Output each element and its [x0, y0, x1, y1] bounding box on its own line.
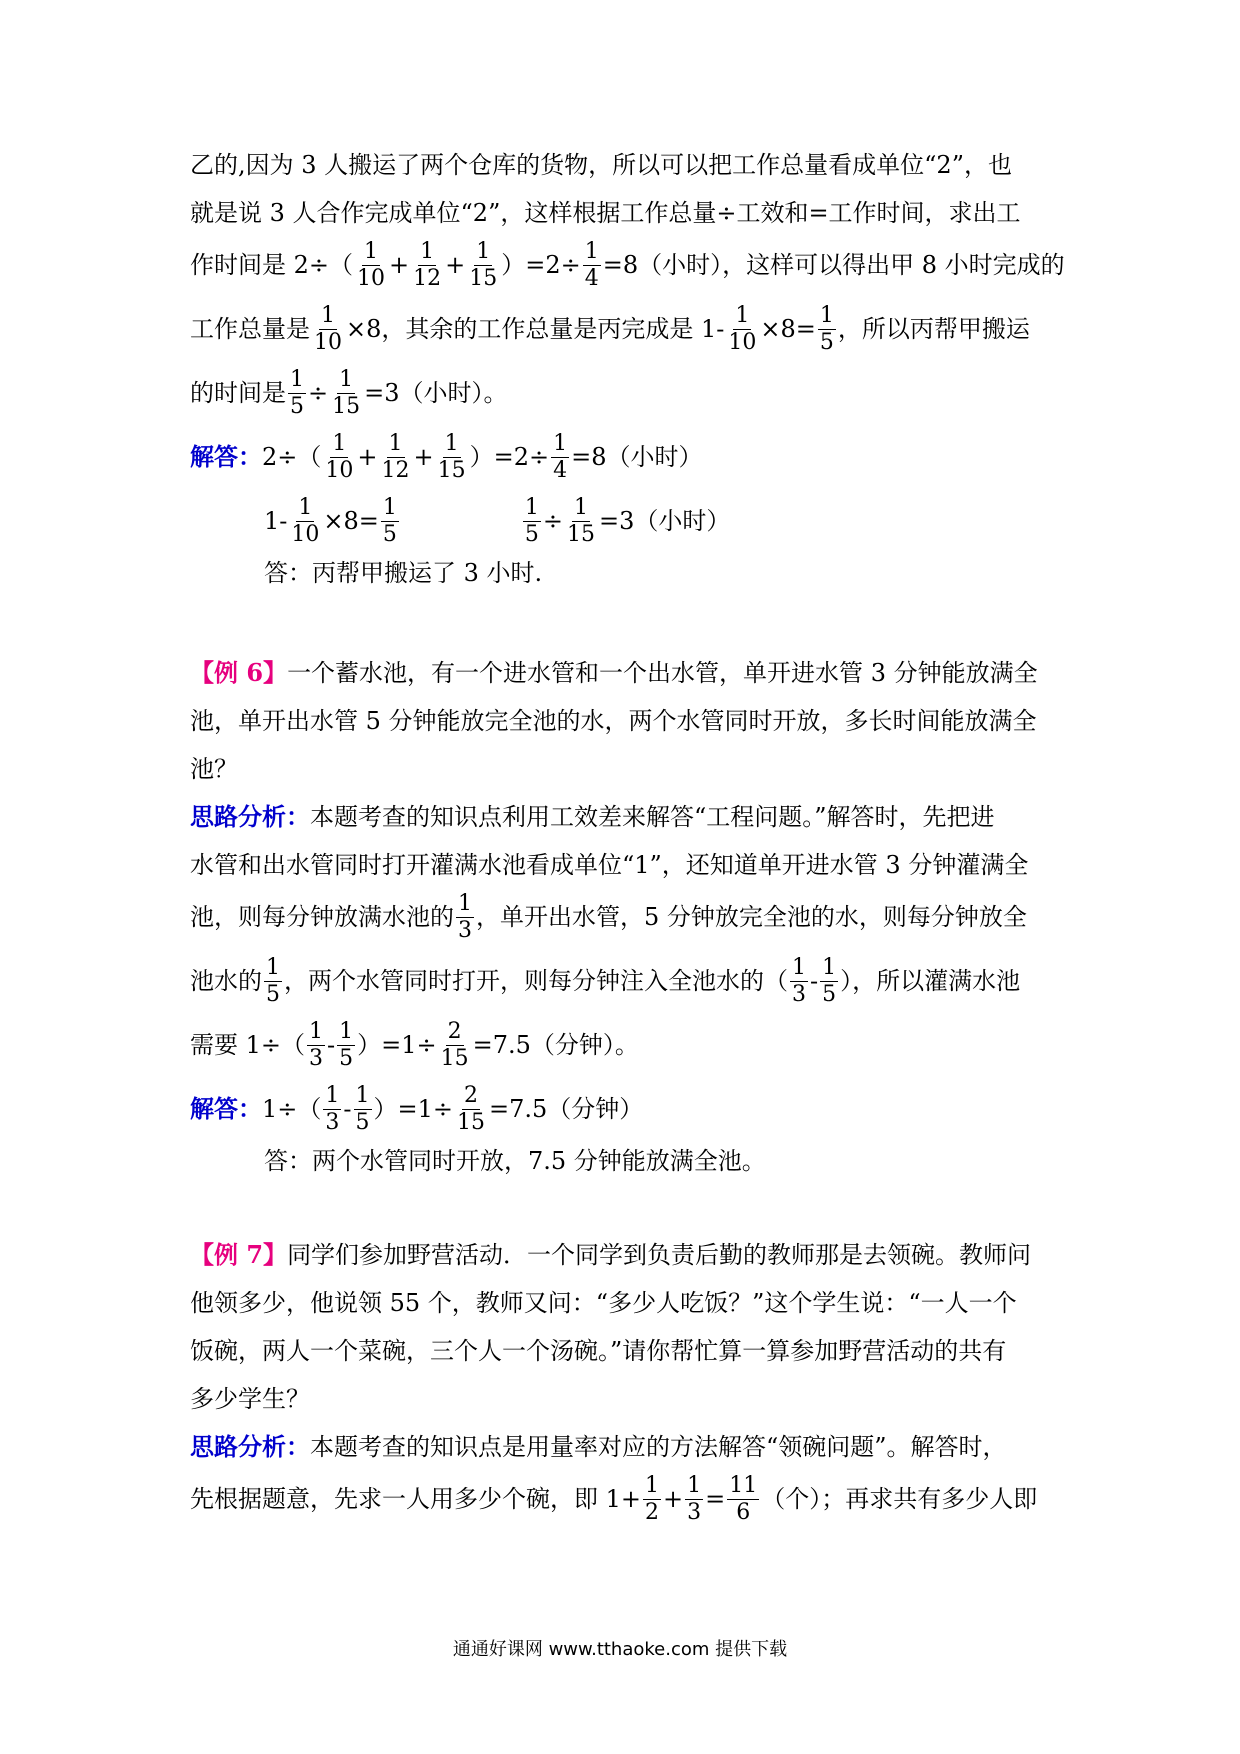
text-line: 先根据题意，先求一人用多少个碗，即 1+ $\frac{1}{2}$ + $\frac{1}{3}$ = $\frac{11}{6}$ （个）；再求共有多少人即 — [190, 1467, 1060, 1531]
text: 答：丙帮甲搬运了 3 小时. — [264, 559, 543, 587]
text: 同学们参加野营活动．一个同学到负责后勤的教师那是去领碗。教师问 — [287, 1241, 1032, 1269]
fraction: $\frac{1}{3}$ — [309, 1018, 324, 1071]
answer-label: 解答： — [190, 1094, 262, 1123]
text: ，单开出水管，5 分钟放完全池的水，则每分钟放全 — [476, 903, 1027, 931]
fraction: $\frac{1}{5}$ — [819, 302, 834, 355]
text-line — [190, 749, 1060, 789]
fraction: $\frac{1}{15}$ — [567, 494, 595, 547]
fraction: $\frac{1}{4}$ — [553, 430, 568, 483]
fraction: $\frac{1}{3}$ — [458, 890, 472, 943]
text: ，所以丙帮甲搬运 — [837, 315, 1030, 343]
text: =8（小时） — [571, 443, 703, 471]
text: 1÷（ — [262, 1095, 322, 1123]
analysis-label: 思路分析： — [190, 1432, 310, 1461]
page-footer: 通通好课网 www.tthaoke.com 提供下载 — [452, 1639, 788, 1660]
text: 多少学生？ — [190, 1385, 310, 1413]
text-line — [190, 1331, 1060, 1371]
analysis-label: 思路分析： — [190, 802, 310, 831]
fraction: $\frac{1}{3}$ — [687, 1472, 702, 1525]
fraction: $\frac{1}{5}$ — [822, 954, 837, 1007]
example-7-title — [190, 1235, 1060, 1275]
text: =3（小时）。 — [364, 379, 508, 407]
fraction: $\frac{2}{15}$ — [457, 1082, 485, 1135]
answer-line — [190, 553, 1060, 593]
fraction: $\frac{2}{15}$ — [440, 1018, 469, 1071]
example-6-title — [190, 653, 1060, 693]
text-line — [190, 701, 1060, 741]
fraction: $\frac{1}{15}$ — [437, 430, 466, 483]
example-tag: 【例 7】 — [190, 1240, 288, 1269]
text: 他领多少，他说领 55 个，教师又问：“多少人吃饭？”这个学生说：“一人一个 — [190, 1289, 1017, 1317]
text: =7.5（分钟）。 — [472, 1031, 639, 1059]
text: =3（小时） — [599, 507, 731, 535]
fraction: $\frac{1}{10}$ — [314, 302, 342, 355]
fraction: $\frac{1}{3}$ — [792, 954, 806, 1007]
answer-line — [190, 489, 1060, 553]
fraction: $\frac{1}{5}$ — [524, 494, 539, 547]
text: ）=2÷ — [501, 251, 581, 279]
text: ×8= — [760, 315, 816, 343]
text: 池？ — [190, 755, 238, 783]
fraction: $\frac{1}{5}$ — [266, 954, 280, 1007]
fraction: $\frac{1}{15}$ — [332, 366, 361, 419]
fraction: $\frac{1}{4}$ — [584, 238, 599, 291]
text-line — [190, 1283, 1060, 1323]
text-line — [190, 845, 1060, 885]
fraction: $\frac{1}{2}$ — [645, 1472, 660, 1525]
text: 本题考查的知识点利用工效差来解答“工程问题。”解答时，先把进 — [310, 803, 995, 831]
text-line — [190, 1379, 1060, 1419]
text-line: 作时间是 2÷（ $\frac{1}{10}$ + $\frac{1}{12}$ + $\frac{1}{15}$ ）=2÷ $\frac{1}{4}$ =8（小时），这样可以得出甲 8 小时完成的 — [190, 233, 1060, 297]
fraction: $\frac{1}{5}$ — [290, 366, 304, 419]
text: ÷ — [308, 379, 329, 407]
text: ，两个水管同时打开，则每分钟注入全池水的（ — [284, 967, 788, 995]
text: 的时间是 — [190, 379, 286, 407]
answer-line: 解答： 1÷（ $\frac{1}{3}$ - $\frac{1}{5}$ ）=1÷ $\frac{2}{15}$ =7.5（分钟） — [190, 1077, 1060, 1141]
fraction: $\frac{11}{6}$ — [729, 1472, 758, 1525]
text-line — [190, 885, 1060, 949]
text: ÷ — [542, 507, 563, 535]
text: 乙的,因为 3 人搬运了两个仓库的货物，所以可以把工作总量看成单位“2”，也 — [190, 151, 1012, 179]
text: =8（小时），这样可以得出甲 8 小时完成的 — [602, 251, 1065, 279]
fraction: $\frac{1}{10}$ — [728, 302, 757, 355]
answer-label: 解答： — [190, 442, 262, 471]
text: ）=2÷ — [469, 443, 550, 471]
fraction: $\frac{1}{5}$ — [339, 1018, 354, 1071]
example-tag: 【例 6】 — [190, 658, 288, 687]
fraction: $\frac{1}{5}$ — [382, 494, 397, 547]
text: 池水的 — [190, 967, 262, 995]
text: ）=1÷ — [357, 1031, 437, 1059]
text: 1- — [264, 507, 288, 535]
text: =7.5（分钟） — [489, 1095, 644, 1123]
text: 作时间是 2÷（ — [190, 251, 354, 279]
text-line — [190, 1427, 1060, 1467]
text: 本题考查的知识点是用量率对应的方法解答“领碗问题”。解答时， — [310, 1433, 1007, 1461]
text: 池，则每分钟放满水池的 — [190, 903, 454, 931]
text: 池，单开出水管 5 分钟能放完全池的水，两个水管同时开放，多长时间能放满全 — [190, 707, 1037, 735]
fraction: $\frac{1}{12}$ — [413, 238, 442, 291]
text: （个）；再求共有多少人即 — [761, 1485, 1038, 1513]
text: ×8= — [323, 507, 379, 535]
fraction: $\frac{1}{15}$ — [469, 238, 498, 291]
text: ×8，其余的工作总量是丙完成是 1- — [346, 315, 725, 343]
fraction: $\frac{1}{5}$ — [355, 1082, 370, 1135]
text-line — [190, 193, 1060, 233]
answer-line — [190, 1141, 1060, 1181]
text: ），所以灌满水池 — [840, 967, 1021, 995]
text: 就是说 3 人合作完成单位“2”，这样根据工作总量÷工效和=工作时间，求出工 — [190, 199, 1021, 227]
fraction: $\frac{1}{10}$ — [357, 238, 386, 291]
text-line — [190, 797, 1060, 837]
fraction: $\frac{1}{12}$ — [381, 430, 410, 483]
text: 先根据题意，先求一人用多少个碗，即 1+ — [190, 1485, 642, 1513]
document-body — [190, 145, 1065, 1531]
text: 水管和出水管同时打开灌满水池看成单位“1”，还知道单开进水管 3 分钟灌满全 — [190, 851, 1029, 879]
text: 工作总量是 — [190, 315, 310, 343]
answer-line: 解答： 2÷（ $\frac{1}{10}$ + $\frac{1}{12}$ + $\frac{1}{15}$ ）=2÷ $\frac{1}{4}$ =8（小时） — [190, 425, 1060, 489]
text-line — [190, 145, 1060, 185]
text-line: 需要 1÷（ $\frac{1}{3}$ - $\frac{1}{5}$ ）=1÷ $\frac{2}{15}$ =7.5（分钟）。 — [190, 1013, 1060, 1077]
fraction: $\frac{1}{3}$ — [325, 1082, 340, 1135]
text: 饭碗，两人一个菜碗，三个人一个汤碗。”请你帮忙算一算参加野营活动的共有 — [190, 1337, 1007, 1365]
text: 需要 1÷（ — [190, 1031, 306, 1059]
fraction: $\frac{1}{10}$ — [325, 430, 354, 483]
fraction: $\frac{1}{10}$ — [291, 494, 320, 547]
text: ）=1÷ — [373, 1095, 453, 1123]
text-line — [190, 361, 1060, 425]
text: 答：两个水管同时开放，7.5 分钟能放满全池。 — [264, 1147, 766, 1175]
text-line — [190, 297, 1060, 361]
text: 2÷（ — [262, 443, 322, 471]
text-line: 池水的 $\frac{1}{5}$ ，两个水管同时打开，则每分钟注入全池水的（ $\frac{1}{3}$ - $\frac{1}{5}$ ），所以灌满水池 — [190, 949, 1060, 1013]
text: 一个蓄水池，有一个进水管和一个出水管，单开进水管 3 分钟能放满全 — [287, 659, 1038, 687]
